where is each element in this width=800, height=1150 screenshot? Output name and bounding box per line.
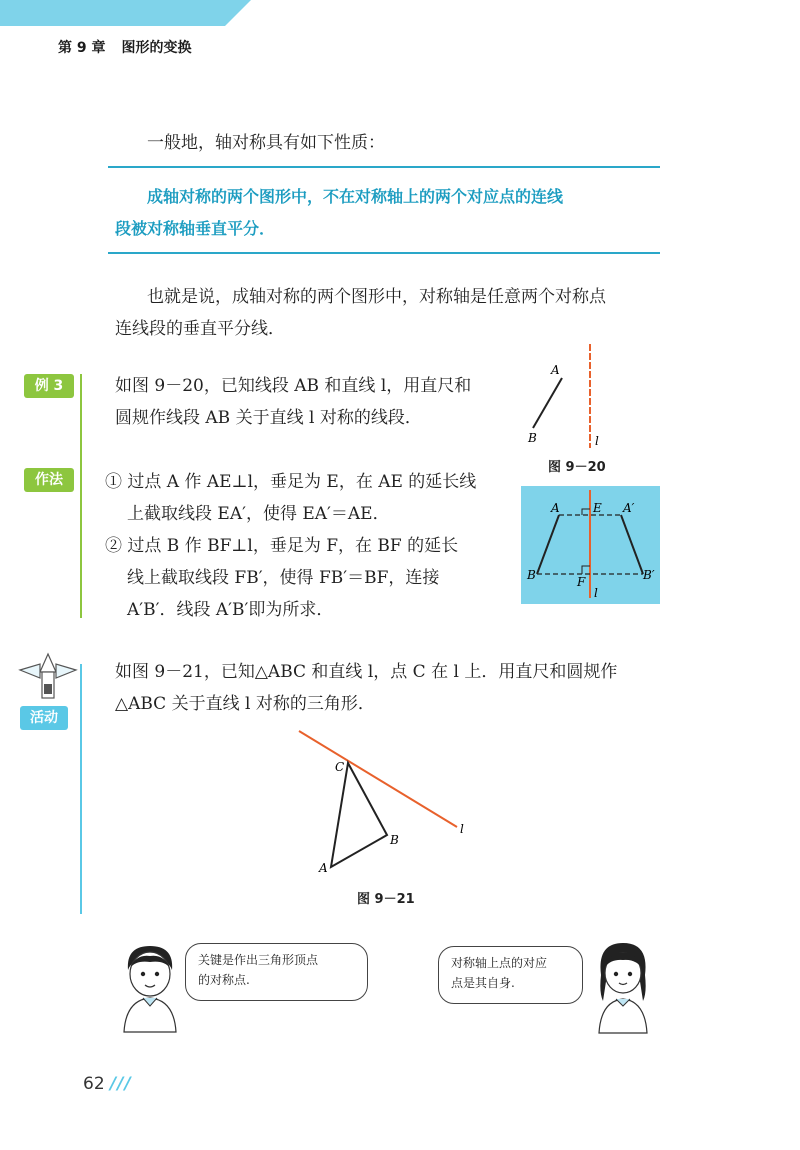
figure-9-20-caption: 图 9－20 [548,460,606,475]
property-bottom-rule [108,252,660,254]
page-number [83,1074,132,1094]
figure-9-21 [295,725,480,875]
fig-label-b-prime: B′ [643,568,655,582]
activity-line-2: △ABC 关于直线 l 对称的三角形． [115,694,375,714]
fig-label-e: E [593,501,602,515]
method-step2-line3: A′B′．线段 A′B′即为所求． [127,600,334,620]
explanation-line-1: 也就是说，成轴对称的两个图形中，对称轴是任意两个对称点 [147,287,606,307]
fig20-label-b: B [528,431,537,445]
chapter-number: 第 9 章 [58,40,106,56]
header-band [0,0,225,26]
method-step2-line2: 线上截取线段 FB′，使得 FB′＝BF，连接 [127,568,440,588]
fig-label-a-prime: A′ [623,501,635,515]
fig-label-f: F [577,575,586,589]
fig-label-b: B [527,568,536,582]
activity-tag: 活动 [20,706,68,730]
method-step1-line2: 上截取线段 EA′，使得 EA′＝AE． [127,504,390,524]
example-line-1: 如图 9－20，已知线段 AB 和直线 l，用直尺和 [115,376,472,396]
activity-icon [18,650,78,702]
property-line-2: 段被对称轴垂直平分． [115,219,276,238]
fig21-label-a: A [319,861,328,875]
fig20-label-l: l [595,434,599,448]
activity-line-1: 如图 9－21，已知△ABC 和直线 l，点 C 在 l 上．用直尺和圆规作 [115,662,618,682]
fig-label-a: A [551,501,560,515]
method-step2-line1: ② 过点 B 作 BF⊥l，垂足为 F，在 BF 的延长 [105,536,459,556]
method-tag: 作法 [24,468,74,492]
example-text [115,370,535,434]
method-text [105,466,515,626]
boy-illustration [112,940,187,1035]
intro-text: 一般地，轴对称具有如下性质： [147,133,385,153]
bubble-left-line-2: 的对称点. [198,973,250,987]
example-side-line [80,374,82,618]
explanation-line-2: 连线段的垂直平分线． [115,319,285,339]
property-top-rule [108,166,660,168]
page-decoration: /// [110,1074,132,1094]
bubble-right-line-1: 对称轴上点的对应 [451,956,548,970]
property-line-1: 成轴对称的两个图形中，不在对称轴上的两个对应点的连线 [147,187,564,206]
activity-text [115,656,675,720]
fig21-label-l: l [460,822,464,836]
property-box [115,181,660,245]
bubble-left-line-1: 关键是作出三角形顶点 [198,953,319,967]
chapter-title: 图形的变换 [121,40,192,56]
figure-9-21-caption: 图 9－21 [357,892,415,907]
speech-bubble-right [438,946,583,1004]
method-step1-line1: ① 过点 A 作 AE⊥l，垂足为 E，在 AE 的延长线 [105,472,477,492]
activity-side-line [80,664,82,914]
explanation [115,281,675,345]
segment-ab [533,378,562,428]
bubble-right-line-2: 点是其自身. [451,976,515,990]
line-l [299,731,457,827]
figure-construction [521,486,660,604]
fig-label-l: l [594,586,598,600]
example-tag: 例 3 [24,374,74,398]
fig21-label-c: C [335,760,345,774]
page-number-value: 62 [83,1074,105,1094]
speech-bubble-left [185,943,368,1001]
chapter-heading [58,37,192,57]
fig21-label-b: B [390,833,399,847]
girl-illustration [585,935,660,1035]
fig20-label-a: A [551,363,560,377]
figure-9-20 [515,340,635,475]
example-line-2: 圆规作线段 AB 关于直线 l 对称的线段． [115,408,422,428]
